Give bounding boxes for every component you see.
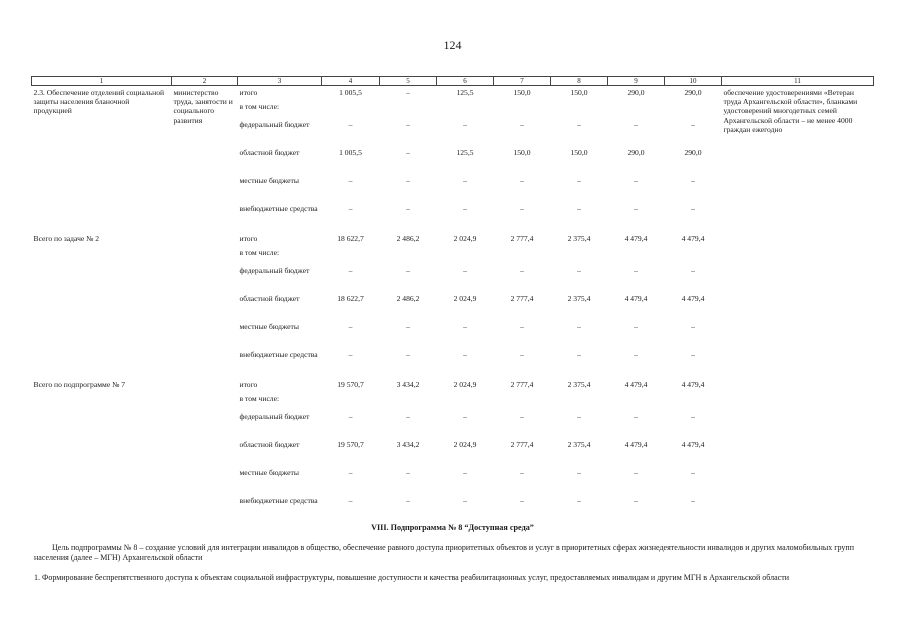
value-cell [322,248,380,266]
funding-source-label: местные бюджеты [239,175,299,185]
value-cell [322,102,380,120]
funding-source-label: внебюджетные средства [239,349,318,359]
value-cell: – [520,349,524,359]
section-title: VIII. Подпрограмма № 8 “Доступная среда” [371,523,534,532]
value-cell: – [577,265,581,275]
value-cell: – [520,411,524,421]
value-cell: 290,0 [684,88,702,97]
block-executor [172,232,238,378]
value-cell [551,102,608,120]
value-cell: 3 434,2 [396,379,420,389]
value-cell: 4 479,4 [681,439,705,449]
value-cell: 4 479,4 [681,379,705,389]
funding-source-label: в том числе: [239,101,280,111]
value-cell: 2 375,4 [567,379,591,389]
value-cell: 2 777,4 [510,379,534,389]
block-expected-result [722,232,874,378]
funding-source-label: итого [239,88,258,97]
block-title: Всего по подпрограмме № 7 [33,379,126,389]
funding-source-label: внебюджетные средства [239,203,318,213]
value-cell: – [348,467,353,477]
value-cell [608,248,665,266]
value-cell: – [406,203,410,213]
value-cell: – [520,321,524,331]
value-cell: – [348,265,353,275]
value-cell [494,394,551,412]
value-cell: – [691,265,695,275]
funding-source-label: федеральный бюджет [239,411,310,421]
value-cell: – [463,467,467,477]
funding-source-label: в том числе: [239,393,280,403]
value-cell: – [634,265,638,275]
value-cell: 2 777,4 [510,233,534,243]
value-cell: 4 479,4 [624,293,648,303]
column-number-6: 6 [437,77,494,86]
funding-source-label: областной бюджет [239,293,300,303]
value-cell: 1 005,5 [339,147,362,157]
column-number-9: 9 [608,77,665,86]
value-cell [437,394,494,412]
value-cell: – [577,119,581,129]
funding-source-label: федеральный бюджет [239,265,310,275]
value-cell [494,248,551,266]
value-cell: – [634,203,638,213]
program-table [31,76,874,524]
value-cell: – [634,411,638,421]
value-cell: 18 622,7 [337,293,364,303]
value-cell: 4 479,4 [624,233,648,243]
value-cell [437,248,494,266]
value-cell: – [691,321,695,331]
value-cell: – [348,495,353,505]
value-cell: 2 777,4 [510,439,534,449]
value-cell: – [691,495,695,505]
column-number-10: 10 [665,77,722,86]
funding-source-label: местные бюджеты [239,467,299,477]
block-executor: министерство труда, занятости и социального развития [173,88,233,125]
value-cell [322,394,380,412]
value-cell: 4 479,4 [681,233,705,243]
value-cell: – [520,265,524,275]
funding-source-label: внебюджетные средства [239,495,318,505]
value-cell [380,102,437,120]
value-cell: – [406,147,410,157]
value-cell [665,248,722,266]
value-cell: – [691,411,695,421]
value-cell: – [463,265,467,275]
section-paragraph-task: 1. Формирование беспрепятственного доступа к объектам социальной инфраструктуры, повышение доступности и качества реабилитационных услуг, предоставляемых инвалидам и другим МГН в Архангельской области [34,573,789,582]
column-number-2: 2 [172,77,238,86]
block-executor [172,378,238,524]
value-cell: – [406,119,410,129]
column-number-4: 4 [322,77,380,86]
value-cell: – [520,119,524,129]
value-cell: – [463,119,467,129]
value-cell: – [577,175,581,185]
value-cell: – [348,119,353,129]
value-cell [608,394,665,412]
column-number-8: 8 [551,77,608,86]
value-cell: – [634,467,638,477]
column-number-11: 11 [722,77,874,86]
value-cell: – [520,175,524,185]
column-number-7: 7 [494,77,551,86]
column-number-5: 5 [380,77,437,86]
value-cell [551,248,608,266]
value-cell: 19 570,7 [337,439,364,449]
value-cell: 4 479,4 [624,439,648,449]
block-expected-result: обеспечение удостоверениями «Ветеран труда Архангельской области», бланками удостоверений многодетных семей Архангельской области – не менее 4000 граждан ежегодно [723,88,858,134]
value-cell: – [463,411,467,421]
value-cell: – [577,495,581,505]
value-cell: – [691,119,695,129]
value-cell: 1 005,5 [339,88,362,97]
table-row [32,378,874,394]
value-cell: 2 375,4 [567,293,591,303]
value-cell: 150,0 [513,88,531,97]
value-cell: 4 479,4 [624,379,648,389]
value-cell: – [348,349,353,359]
value-cell: 2 024,9 [453,439,477,449]
value-cell: – [348,411,353,421]
table-body [32,77,874,524]
value-cell: 125,5 [456,88,474,97]
value-cell: 125,5 [456,147,474,157]
value-cell: – [406,495,410,505]
value-cell: – [463,175,467,185]
value-cell: 150,0 [513,147,531,157]
funding-source-label: в том числе: [239,247,280,257]
value-cell: – [348,321,353,331]
value-cell: – [520,495,524,505]
value-cell [665,394,722,412]
value-cell: 150,0 [570,147,588,157]
value-cell [380,248,437,266]
value-cell: – [691,203,695,213]
table-row [32,86,874,102]
funding-source-label: местные бюджеты [239,321,299,331]
value-cell: – [691,349,695,359]
value-cell [494,102,551,120]
value-cell: 2 024,9 [453,293,477,303]
value-cell: – [577,411,581,421]
value-cell: 2 024,9 [453,379,477,389]
value-cell: – [520,467,524,477]
value-cell: 2 375,4 [567,233,591,243]
value-cell: – [520,203,524,213]
funding-source-label: областной бюджет [239,147,300,157]
section-paragraph-goal: Цель подпрограммы № 8 – создание условий для интеграции инвалидов в общество, обеспечение равного доступа приоритетных объектов и услуг в приоритетных сферах жизнедеятельности инвалидов и других маломобильных групп населения (далее – МГН) Архангельской области [34,543,854,562]
page-number: 124 [443,38,462,52]
value-cell: – [463,349,467,359]
value-cell: 3 434,2 [396,439,420,449]
value-cell: – [406,321,410,331]
value-cell: – [577,349,581,359]
value-cell: – [406,175,410,185]
value-cell: 2 777,4 [510,293,534,303]
value-cell: – [406,265,410,275]
value-cell: – [634,495,638,505]
column-number-1: 1 [32,77,172,86]
value-cell: – [348,175,353,185]
column-number-3: 3 [238,77,322,86]
header-number-row [32,77,874,86]
value-cell: 2 486,2 [396,233,420,243]
value-cell: 2 375,4 [567,439,591,449]
value-cell: – [634,175,638,185]
value-cell: 290,0 [627,147,645,157]
value-cell: – [406,349,410,359]
value-cell: – [348,203,353,213]
value-cell: – [463,203,467,213]
funding-source-label: областной бюджет [239,439,300,449]
value-cell: – [406,411,410,421]
value-cell: 290,0 [627,88,645,97]
value-cell: 2 024,9 [453,233,477,243]
value-cell: – [463,321,467,331]
value-cell: – [406,88,410,97]
value-cell: – [577,321,581,331]
funding-source-label: итого [239,233,258,243]
value-cell: – [406,467,410,477]
value-cell: – [577,203,581,213]
table-row [32,232,874,248]
value-cell: – [634,119,638,129]
value-cell: – [691,467,695,477]
funding-source-label: федеральный бюджет [239,119,310,129]
value-cell: – [634,321,638,331]
value-cell [437,102,494,120]
block-expected-result [722,378,874,524]
value-cell [380,394,437,412]
value-cell: 150,0 [570,88,588,97]
value-cell [608,102,665,120]
block-title: 2.3. Обеспечение отделений социальной защиты населения бланочной продукцией [33,88,165,116]
value-cell: – [691,175,695,185]
value-cell: 2 486,2 [396,293,420,303]
value-cell: – [577,467,581,477]
block-title: Всего по задаче № 2 [33,233,100,243]
funding-source-label: итого [239,379,258,389]
value-cell: – [463,495,467,505]
value-cell [665,102,722,120]
value-cell [551,394,608,412]
value-cell: 19 570,7 [337,379,364,389]
value-cell: – [634,349,638,359]
value-cell: 18 622,7 [337,233,364,243]
value-cell: 4 479,4 [681,293,705,303]
value-cell: 290,0 [684,147,702,157]
